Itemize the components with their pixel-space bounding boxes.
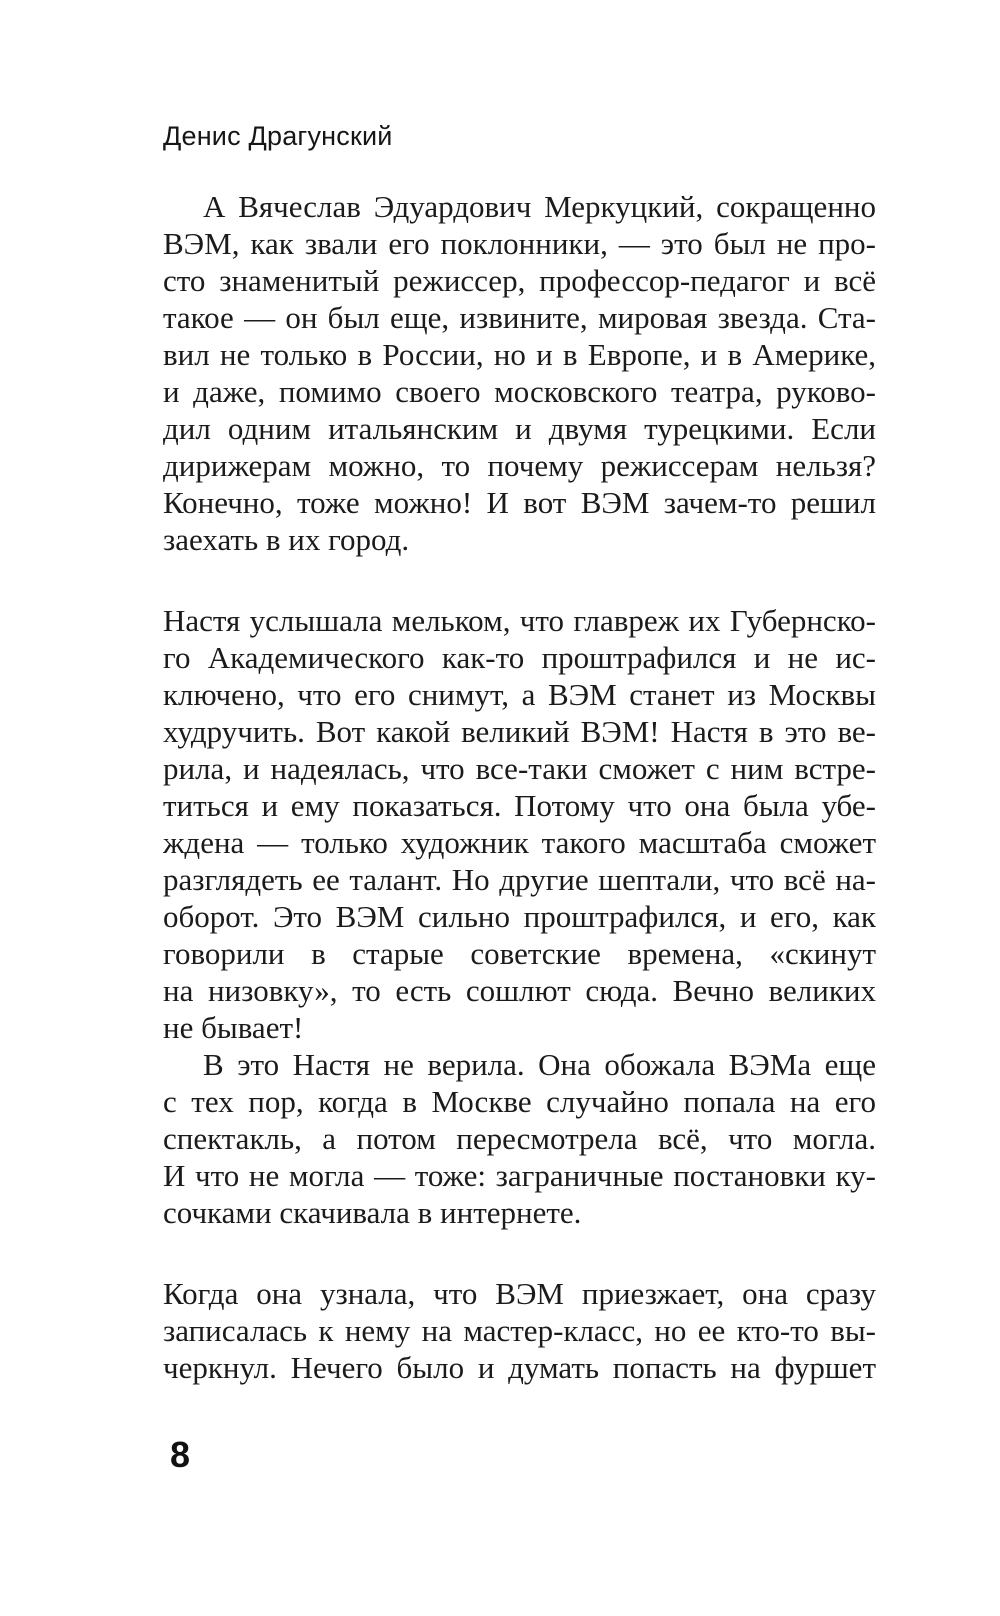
text-line: Когда она узнала, что ВЭМ приезжает, она сразу [163, 1276, 876, 1311]
paragraph [163, 602, 876, 1046]
text-line: заехать в их город. [163, 522, 410, 557]
running-header-author: Денис Драгунский [163, 121, 393, 151]
paragraph [163, 1275, 876, 1386]
text-line: вил не только в России, но и в Европе, и в Америке, [163, 337, 876, 372]
text-line: спектакль, а потом пересмотрела всё, что могла. [163, 1121, 876, 1156]
page-number: 8 [170, 1434, 191, 1475]
text-line: В это Настя не верила. Она обожала ВЭМа еще [203, 1047, 876, 1082]
text-line: Конечно, тоже можно! И вот ВЭМ зачем-то решил [163, 485, 876, 520]
text-line: дил одним итальянским и двумя турецкими. Если [163, 411, 876, 446]
text-line: не бывает! [163, 1010, 304, 1045]
text-line: сто знаменитый режиссер, профессор-педагог и всё [163, 263, 876, 298]
text-line: такое — он был еще, извините, мировая звезда. Ста- [163, 300, 876, 335]
text-line: записалась к нему на мастер-класс, но ее кто-то вы- [163, 1313, 876, 1348]
text-line: разглядеть ее талант. Но другие шептали, что всё на- [163, 862, 876, 897]
text-line: говорили в старые советские времена, «скинут [163, 936, 876, 971]
paragraph [163, 1046, 876, 1231]
text-line: ВЭМ, как звали его поклонники, — это был не про- [163, 226, 876, 261]
text-line: титься и ему показаться. Потому что она была убе- [163, 788, 876, 823]
text-line: на низовку», то есть сошлют сюда. Вечно великих [163, 973, 876, 1008]
text-line: худручить. Вот какой великий ВЭМ! Настя в это ве- [163, 714, 876, 749]
paragraph [163, 188, 876, 558]
text-line: дирижерам можно, то почему режиссерам нельзя? [163, 448, 876, 483]
text-line: оборот. Это ВЭМ сильно проштрафился, и его, как [163, 899, 876, 934]
text-line: ждена — только художник такого масштаба сможет [163, 825, 876, 860]
text-line: сочками скачивала в интернете. [163, 1195, 582, 1230]
body-text [163, 188, 876, 1386]
text-line: и даже, помимо своего московского театра, руково- [163, 374, 876, 409]
text-line: черкнул. Нечего было и думать попасть на фуршет [163, 1350, 876, 1385]
text-line: И что не могла — тоже: заграничные постановки ку- [163, 1158, 876, 1193]
text-line: ключено, что его снимут, а ВЭМ станет из Москвы [163, 677, 876, 712]
text-line: рила, и надеялась, что все-таки сможет с ним встре- [163, 751, 876, 786]
text-line: с тех пор, когда в Москве случайно попала на его [163, 1084, 876, 1119]
text-line: А Вячеслав Эдуардович Меркуцкий, сокращенно [203, 189, 876, 224]
text-line: Настя услышала мельком, что главреж их Губернско- [163, 603, 876, 638]
text-line: го Академического как-то проштрафился и не ис- [163, 640, 876, 675]
